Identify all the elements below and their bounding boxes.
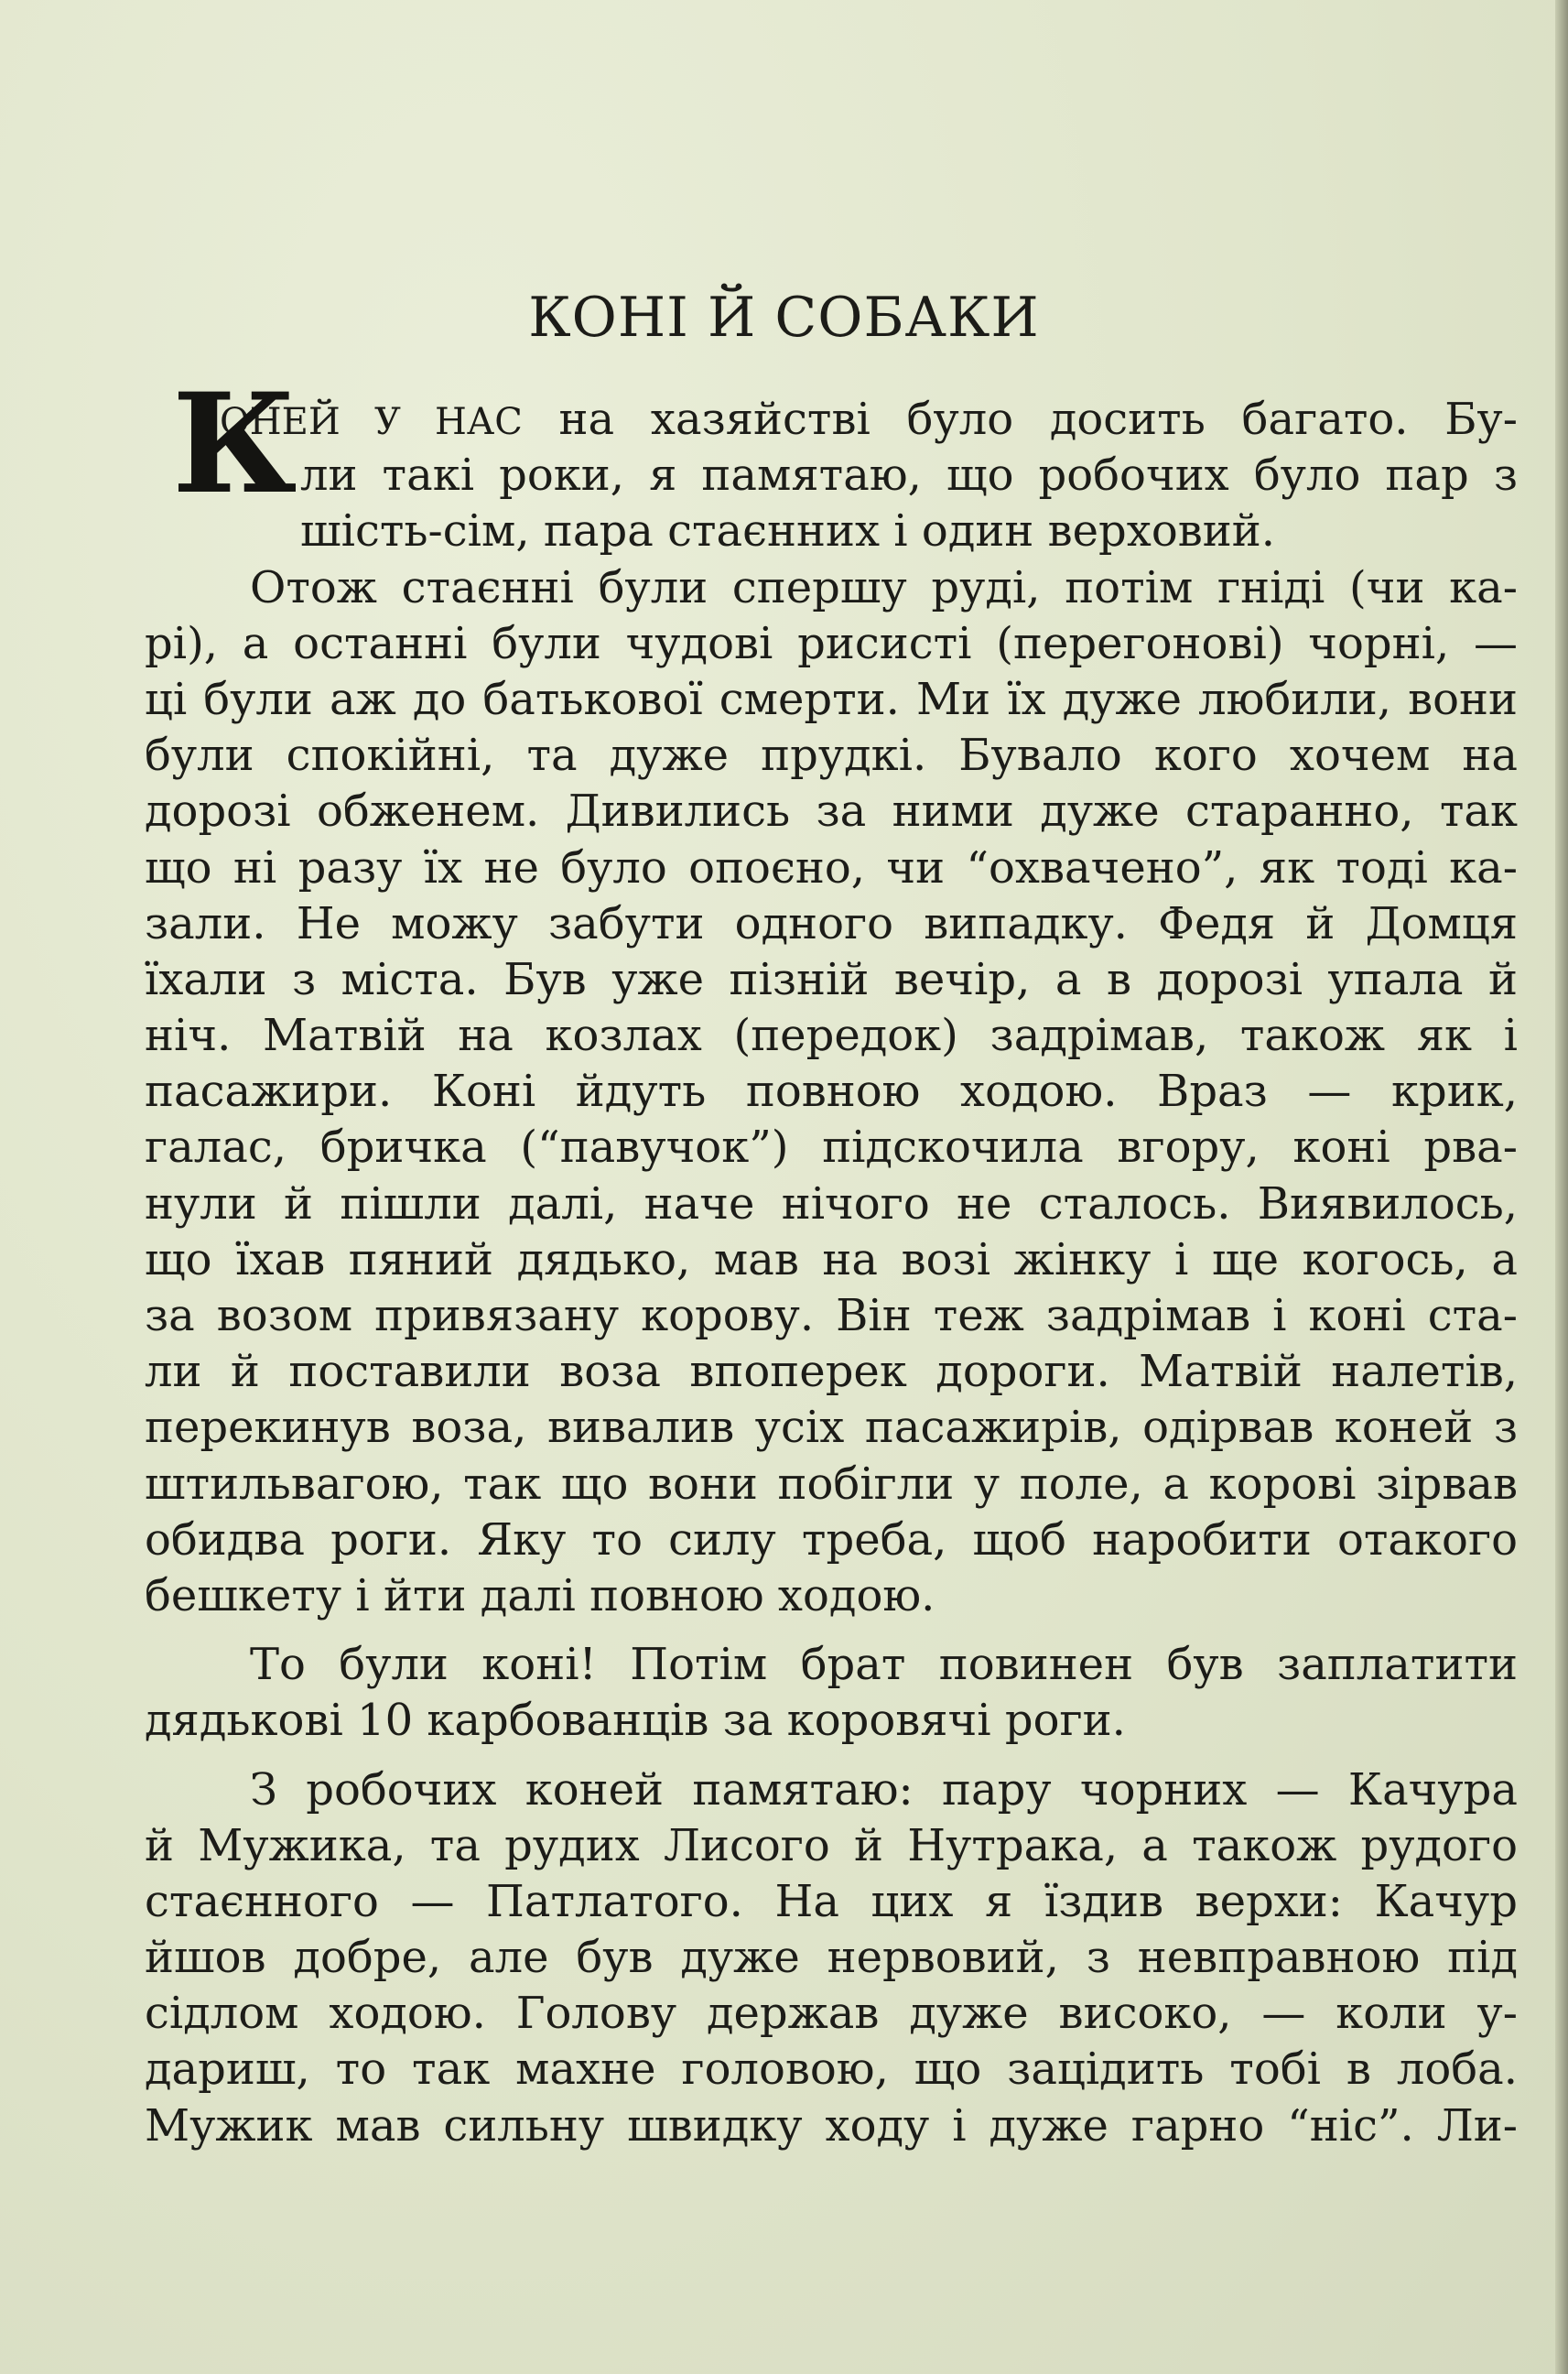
text-line [145, 392, 1518, 448]
text-line: Мужик мав сильну швидку ходу і дуже гарно “ніс”. Ли- [145, 2099, 1518, 2152]
paragraph-gap [145, 1624, 1518, 1637]
text-line: шість-сім, пара стаєнних і один верховий. [300, 505, 1275, 558]
text-line: їхали з міста. Був уже пізній вечір, а в дорозі упала й [145, 953, 1518, 1005]
drop-cap: К [172, 363, 297, 525]
chapter-title: КОНІ Й СОБАКИ [528, 286, 1040, 350]
text-line: галас, бричка (“павучок”) підскочила вгору, коні рва- [145, 1122, 1518, 1174]
text-line: З робочих коней памятаю: пару чорних — Качура [250, 1763, 1518, 1816]
opening-caps: ОНЕЙ У НАС [220, 401, 523, 443]
text-line: й Мужика, та рудих Лисого й Нутрака, а також рудого [145, 1819, 1518, 1871]
text-line: обидва роги. Яку то силу треба, щоб наробити отакого [145, 1513, 1518, 1566]
text-line: були спокійні, та дуже прудкі. Бувало кого хочем на [145, 730, 1518, 782]
page-edge [1555, 0, 1568, 2374]
text-line: То були коні! Потім брат повинен був заплатити [250, 1639, 1518, 1691]
text-line: Отож стаєнні були спершу руді, потім гніді (чи ка- [250, 561, 1518, 613]
text-line: нули й пішли далі, наче нічого не сталось. Виявилось, [145, 1177, 1518, 1230]
text-line: дядькові 10 карбованців за коровячі роги. [145, 1695, 1126, 1747]
text-line: штильвагою, так що вони побігли у поле, а корові зірвав [145, 1458, 1518, 1510]
text-line-rest: на хазяйстві було досить багато. Бу- [558, 394, 1519, 445]
text-line: ніч. Матвій на козлах (передок) задрімав, також як і [145, 1010, 1518, 1062]
text-line: що їхав пяний дядько, мав на возі жінку і ще когось, а [145, 1233, 1518, 1285]
body-text [145, 363, 1519, 2154]
text-line: сідлом ходою. Голову держав дуже високо, — коли у- [145, 1988, 1518, 2040]
text-line: ли й поставили воза впоперек дороги. Матвій налетів, [145, 1346, 1518, 1398]
text-line: ці були аж до батькової смерти. Ми їх дуже любили, вони [145, 673, 1518, 725]
text-line: рі), а останні були чудові рисисті (перегонові) чорні, — [145, 617, 1518, 669]
text-line: що ні разу їх не було опоєно, чи “охвачено”, як тоді ка- [145, 841, 1518, 894]
text-line: дариш, то так махне головою, що зацідить тобі в лоба. [145, 2043, 1518, 2096]
paragraph-gap [145, 1750, 1518, 1762]
text-line: перекинув воза, вивалив усіх пасажирів, одірвав коней з [145, 1402, 1518, 1454]
text-line: стаєнного — Патлатого. На цих я їздив верхи: Качур [145, 1875, 1518, 1927]
text-line: зали. Не можу забути одного випадку. Федя й Домця [145, 897, 1518, 949]
text-line: пасажири. Коні йдуть повною ходою. Враз — крик, [145, 1066, 1518, 1118]
text-line: бешкету і йти далі повною ходою. [145, 1569, 935, 1621]
text-line: дорозі обженем. Дивились за ними дуже старанно, так [145, 786, 1518, 838]
text-line: за возом привязану корову. Він теж задрімав і коні ста- [145, 1290, 1518, 1341]
text-line: ли такі роки, я памятаю, що робочих було пар з [300, 450, 1518, 502]
text-line: йшов добре, але був дуже нервовий, з невправною під [145, 1932, 1518, 1984]
